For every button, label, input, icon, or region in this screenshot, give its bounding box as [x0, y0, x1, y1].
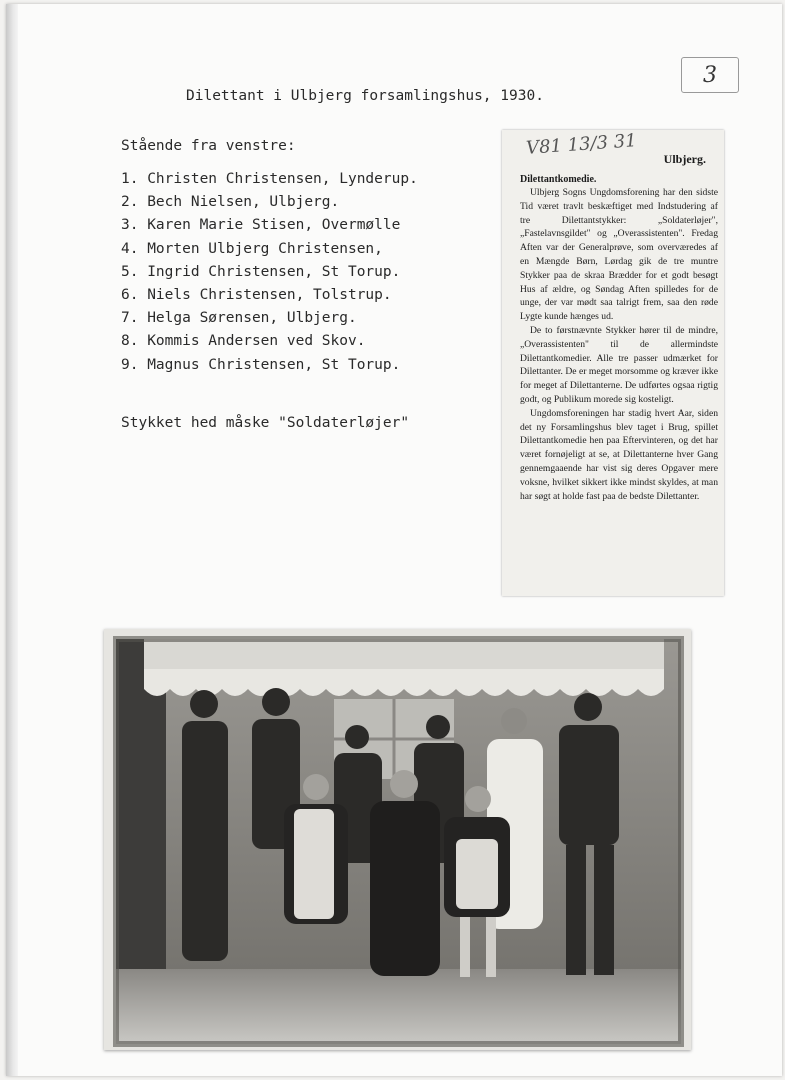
- newspaper-clipping: [502, 130, 724, 596]
- clipping-paragraph-3: Ungdomsforeningen har stadig hvert Aar, siden det ny Forsamlingshus blev taget i Brug, spillet Dilettantkomedie hen paa Eftervinteren, og det har været fornøjeligt at se, at Dilettanterne hver Gang gennemgaaende har vist sig deres Opgaver mere voksne, hvilket sikkert ikke mindst skyldes, at man har søgt at holde fast paa de bedste Dilettanter.: [520, 407, 718, 502]
- clipping-heading: Dilettantkomedie.: [520, 174, 597, 185]
- person-4: 4. Morten Ulbjerg Christensen,: [121, 240, 383, 257]
- play-title-note: Stykket hed måske "Soldaterløjer": [121, 415, 410, 431]
- clipping-paragraph-1: Ulbjerg Sogns Ungdomsforening har den sidste Tid været travlt beskæftiget med Indstudering af tre Dilettantstykker: „Soldaterløjer", „Fastelavnsgildet" og „Overassistenten". Fredag Aften var der Generalprøve, som overværedes af en Mængde Børn, Lørdag gik de tre muntre Stykker paa de skraa Brædder for et godt besøgt Hus af ældre, og Søndag Aften spilledes for de unge, der var mødt saa talrigt frem, saa den røde Lygte kunde hænges ud.: [520, 187, 718, 323]
- people-list: [121, 168, 418, 377]
- page-title: Dilettant i Ulbjerg forsamlingshus, 1930.: [186, 88, 544, 104]
- people-list-heading: Stående fra venstre:: [121, 138, 296, 154]
- person-2: 2. Bech Nielsen, Ulbjerg.: [121, 194, 340, 211]
- page-binding-edge: [6, 4, 18, 1076]
- person-7: 7. Helga Sørensen, Ulbjerg.: [121, 310, 357, 327]
- photograph-image: [104, 629, 691, 1050]
- page-number-label: 3: [681, 57, 739, 93]
- group-photograph: [104, 629, 691, 1050]
- person-1: 1. Christen Christensen, Lynderup.: [121, 171, 418, 187]
- person-9: 9. Magnus Christensen, St Torup.: [121, 356, 401, 373]
- person-6: 6. Niels Christensen, Tolstrup.: [121, 286, 392, 303]
- clipping-place: Ulbjerg.: [663, 152, 706, 166]
- person-5: 5. Ingrid Christensen, St Torup.: [121, 263, 401, 280]
- person-3: 3. Karen Marie Stisen, Overmølle: [121, 217, 401, 234]
- clipping-handwritten-date: V81 13/3 31: [525, 130, 638, 159]
- person-8: 8. Kommis Andersen ved Skov.: [121, 333, 366, 350]
- clipping-paragraph-2: De to førstnævnte Stykker hører til de mindre, „Overassistenten" til de allermindste Dilettantkomedier. Alle tre passer udmærket for Dilettanter. De er meget morsomme og kræver ikke for meget af Dilettanterne. De udførtes ogsaa rigtig godt, og Publikum morede sig kosteligt.: [520, 324, 718, 405]
